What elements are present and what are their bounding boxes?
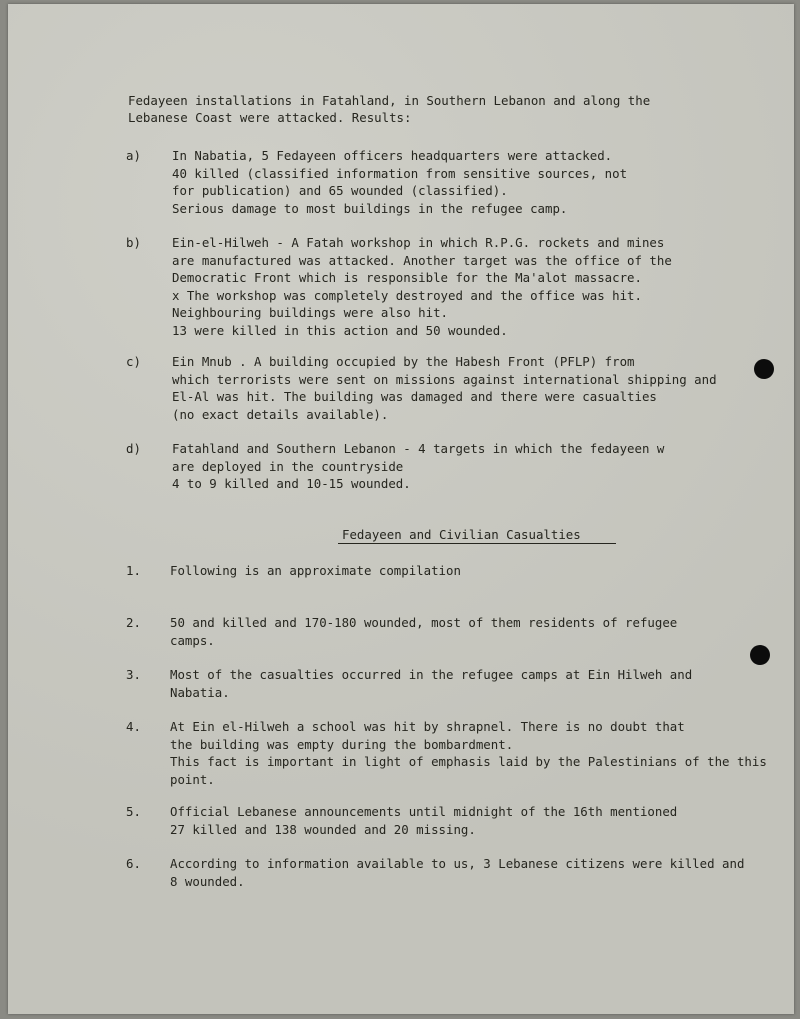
result-line: are deployed in the countryside: [172, 458, 404, 474]
result-line: In Nabatia, 5 Fedayeen officers headquarters were attacked.: [172, 148, 613, 163]
casualty-line: Most of the casualties occurred in the refugee camps at Ein Hilweh and: [170, 667, 693, 682]
casualty-marker: 6.: [126, 856, 141, 871]
result-marker: d): [126, 441, 141, 456]
casualty-marker: 2.: [126, 615, 141, 630]
casualty-line: This fact is important in light of emphasis laid by the Palestinians of the this: [170, 754, 767, 769]
heading-underline: [338, 543, 616, 544]
result-line: Ein Mnub . A building occupied by the Habesh Front (PFLP) from: [172, 354, 635, 369]
casualty-marker: 5.: [126, 804, 141, 819]
document-page: [8, 4, 794, 1014]
result-line: Democratic Front which is responsible for the Ma'alot massacre.: [172, 270, 642, 285]
casualty-line: 50 and killed and 170-180 wounded, most of them residents of refugee: [170, 615, 678, 630]
result-line: (no exact details available).: [172, 406, 389, 422]
casualty-line: At Ein el-Hilweh a school was hit by shrapnel. There is no doubt that: [170, 719, 685, 734]
result-line: Fatahland and Southern Lebanon - 4 targets in which the fedayeen w: [172, 441, 665, 456]
punch-hole-upper: [754, 359, 774, 379]
result-line: 13 were killed in this action and 50 wounded.: [172, 322, 508, 338]
casualty-line: Following is an approximate compilation: [170, 563, 461, 578]
casualty-line: Nabatia.: [170, 684, 230, 700]
result-marker: b): [126, 235, 141, 250]
intro-line: Fedayeen installations in Fatahland, in Southern Lebanon and along the: [128, 93, 651, 108]
casualty-line: the building was empty during the bombardment.: [170, 736, 514, 752]
result-marker: a): [126, 148, 141, 163]
result-line: Neighbouring buildings were also hit.: [172, 305, 449, 320]
result-line: Ein-el-Hilweh - A Fatah workshop in which R.P.G. rockets and mines: [172, 235, 665, 250]
casualty-line: 27 killed and 138 wounded and 20 missing.: [170, 821, 476, 837]
casualty-line: point.: [170, 771, 215, 787]
result-line: 4 to 9 killed and 10-15 wounded.: [172, 476, 411, 491]
result-line: which terrorists were sent on missions against international shipping and: [172, 371, 717, 387]
result-line: El-Al was hit. The building was damaged and there were casualties: [172, 389, 657, 404]
casualty-line: Official Lebanese announcements until midnight of the 16th mentioned: [170, 804, 678, 819]
section-heading: Fedayeen and Civilian Casualties: [342, 527, 581, 542]
casualty-marker: 1.: [126, 563, 141, 578]
result-line: are manufactured was attacked. Another target was the office of the: [172, 252, 672, 268]
result-line: Serious damage to most buildings in the refugee camp.: [172, 200, 568, 216]
result-line: x The workshop was completely destroyed and the office was hit.: [172, 287, 642, 303]
casualty-line: camps.: [170, 632, 215, 648]
result-marker: c): [126, 354, 141, 369]
casualty-marker: 4.: [126, 719, 141, 734]
result-line: 40 killed (classified information from sensitive sources, not: [172, 165, 628, 181]
result-line: for publication) and 65 wounded (classified).: [172, 183, 508, 198]
casualty-line: According to information available to us, 3 Lebanese citizens were killed and: [170, 856, 745, 871]
casualty-line: 8 wounded.: [170, 873, 245, 889]
casualty-marker: 3.: [126, 667, 141, 682]
punch-hole-lower: [750, 645, 770, 665]
intro-line: Lebanese Coast were attacked. Results:: [128, 110, 412, 125]
